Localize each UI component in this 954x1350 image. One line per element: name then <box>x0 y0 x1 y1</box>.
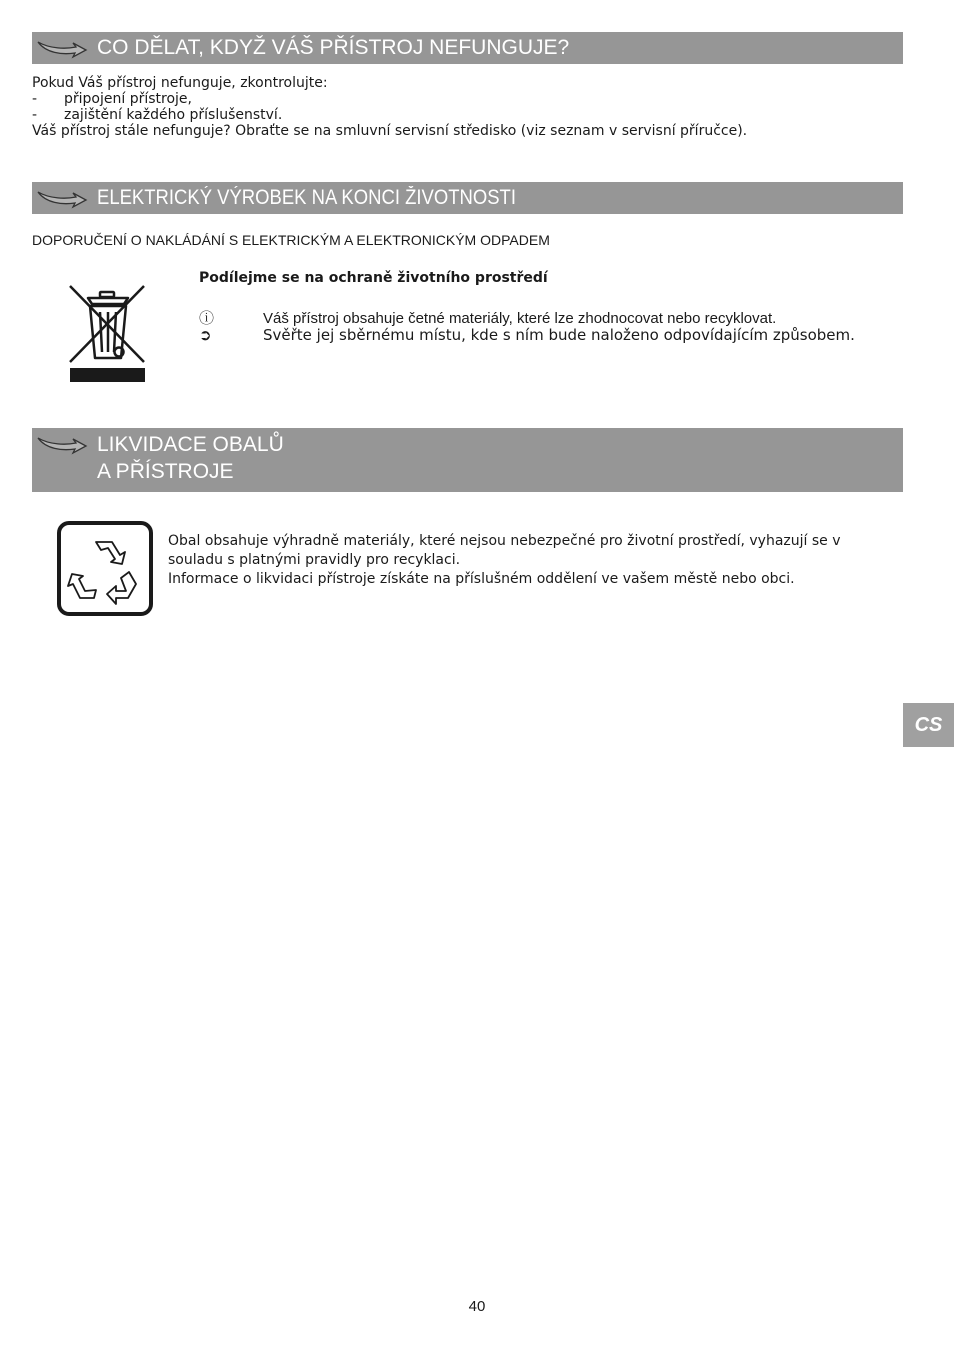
crossed-bin-icon <box>66 284 148 382</box>
arrow-bullet-icon: ➲ <box>199 326 212 344</box>
section-title: CO DĚLAT, KDYŽ VÁŠ PŘÍSTROJ NEFUNGUJE? <box>97 36 570 59</box>
list-item: ⓘ Váš přístroj obsahuje četné materiály, které lze zhodnocovat nebo recyklovat. <box>199 307 776 328</box>
troubleshooting-intro: Pokud Váš přístroj nefunguje, zkontrolujte: <box>32 75 328 91</box>
disposal-text: Obal obsahuje výhradně materiály, které nejsou nebezpečné pro životní prostředí, vyhazují se v souladu s platnými pravidly pro recyklaci. Informace o likvidaci přístroje získáte na příslušném oddělení ve vašem městě nebo obci. <box>168 533 841 587</box>
arrow-icon <box>36 187 88 209</box>
page-number: 40 <box>468 1298 486 1315</box>
eco-heading: Podílejme se na ochraně životního prostředí <box>199 270 548 286</box>
section-title: LIKVIDACE OBALŮ A PŘÍSTROJE <box>97 433 284 483</box>
weee-subtitle: DOPORUČENÍ O NAKLÁDÁNÍ S ELEKTRICKÝM A ELEKTRONICKÝM ODPADEM <box>32 232 550 248</box>
section-title: ELEKTRICKÝ VÝROBEK NA KONCI ŽIVOTNOSTI <box>97 186 516 209</box>
list-item: - zajištění každého příslušenství. <box>32 107 283 123</box>
language-tab: CS <box>903 703 954 747</box>
recycle-icon <box>56 520 154 617</box>
section-header-end-of-life <box>32 182 903 214</box>
troubleshooting-outro: Váš přístroj stále nefunguje? Obraťte se na smluvní servisní středisko (viz seznam v servisní příručce). <box>32 123 748 139</box>
info-icon: ⓘ <box>199 310 215 327</box>
list-item: ➲ Svěřte jej sběrnému místu, kde s ním bude naloženo odpovídajícím způsobem. <box>199 326 855 344</box>
arrow-icon <box>36 37 88 59</box>
troubleshooting-text <box>32 75 747 139</box>
list-item: - připojení přístroje, <box>32 91 192 107</box>
section-header-troubleshooting <box>32 32 903 64</box>
arrow-icon <box>36 433 88 455</box>
section-header-disposal <box>32 428 903 492</box>
